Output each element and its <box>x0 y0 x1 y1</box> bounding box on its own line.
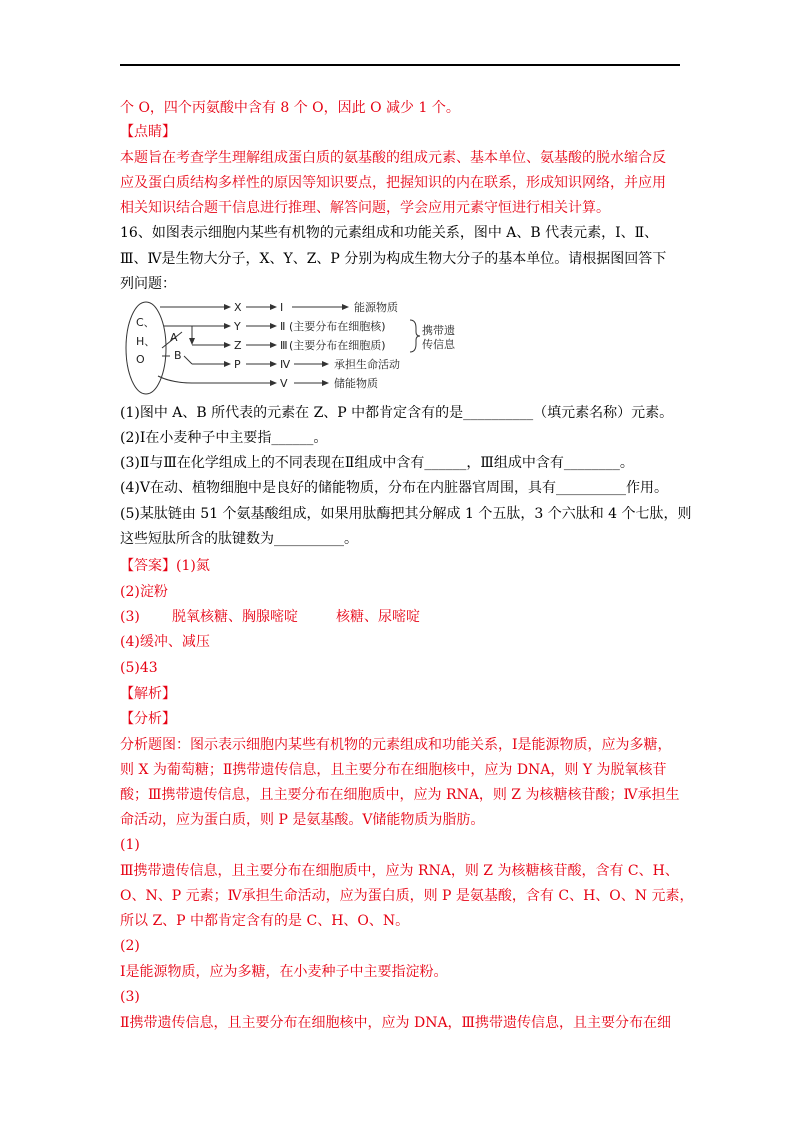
analysis-line: 分析题图：图示表示细胞内某些有机物的元素组成和功能关系，Ⅰ是能源物质，应为多糖， <box>120 737 672 753</box>
text-line: 应及蛋白质结构多样性的原因等知识要点，把握知识的内在联系，形成知识网络，并应用 <box>120 175 666 191</box>
answer-3 <box>120 607 420 627</box>
text-line: 个 O，四个丙氨酸中含有 8 个 O，因此 O 减少 1 个。 <box>120 100 460 116</box>
section-heading-jiexi: 【解析】 <box>120 686 176 702</box>
section-heading-fenxi: 【分析】 <box>120 711 176 727</box>
answer-3-b: 核糖、尿嘧啶 <box>336 609 420 625</box>
node-t5: 储能物质 <box>334 377 378 390</box>
question-text: 列问题： <box>120 276 176 292</box>
element-label: H、 <box>136 335 156 348</box>
analysis-line: O、N、P 元素；Ⅳ承担生命活动，应为蛋白质，则 P 是氨基酸，含有 C、H、O、N 元素， <box>120 888 694 904</box>
section-heading-dianjing: 【点睛】 <box>120 124 176 140</box>
node-t2: (主要分布在细胞核) <box>289 320 386 333</box>
brace-label: 传信息 <box>422 338 455 351</box>
node-r4: Ⅳ <box>280 358 291 371</box>
node-t4: 承担生命活动 <box>334 358 400 371</box>
node-z: Z <box>234 339 242 352</box>
node-p: P <box>234 358 241 371</box>
answer-3-number: (3) <box>120 609 140 625</box>
brace-label: 携带遗 <box>422 324 455 337</box>
element-label: C、 <box>136 316 155 329</box>
question-text: Ⅲ、Ⅳ是生物大分子，X、Y、Z、P 分别为构成生物大分子的基本单位。请根据图回答下 <box>120 251 667 267</box>
node-r3: Ⅲ <box>280 339 288 352</box>
analysis-line: 则 X 为葡萄糖；Ⅱ携带遗传信息，且主要分布在细胞核中，应为 DNA，则 Y 为脱氧核苷 <box>120 762 667 778</box>
text-line: 相关知识结合题干信息进行推理、解答问题，学会应用元素守恒进行相关计算。 <box>120 200 610 216</box>
answer-4: (4)缓冲、减压 <box>120 634 210 650</box>
sub-question: (5)某肽链由 51 个氨基酸组成，如果用肽酶把其分解成 1 个五肽，3 个六肽和 4 个七肽，则 <box>120 506 692 522</box>
analysis-part-number: (2) <box>120 938 140 954</box>
text-line: 本题旨在考查学生理解组成蛋白质的氨基酸的组成元素、基本单位、氨基酸的脱水缩合反 <box>120 150 666 166</box>
sub-question: (3)Ⅱ与Ⅲ在化学组成上的不同表现在Ⅱ组成中含有______，Ⅲ组成中含有________。 <box>120 455 634 471</box>
analysis-line: 所以 Z、P 中都肯定含有的是 C、H、O、N。 <box>120 913 410 929</box>
answer-2: (2)淀粉 <box>120 584 168 600</box>
answer-3-a: 脱氧核糖、胸腺嘧啶 <box>172 609 298 625</box>
sub-question: 这些短肽所含的肽键数为__________。 <box>120 531 358 547</box>
analysis-line: Ⅰ是能源物质，应为多糖，在小麦种子中主要指淀粉。 <box>120 964 448 980</box>
answer-5: (5)43 <box>120 660 158 676</box>
element-a: A <box>170 331 178 344</box>
analysis-part-number: (3) <box>120 989 140 1005</box>
analysis-line: 命活动，应为蛋白质，则 P 是氨基酸。Ⅴ储能物质为脂肪。 <box>120 812 485 828</box>
analysis-line: Ⅲ携带遗传信息，且主要分布在细胞质中，应为 RNA，则 Z 为核糖核苷酸，含有 C、H、 <box>120 863 679 879</box>
answer-label: 【答案】 <box>120 558 176 574</box>
sub-question: (4)Ⅴ在动、植物细胞中是良好的储能物质，分布在内脏器官周围，具有__________作用。 <box>120 480 668 496</box>
node-y: Y <box>234 320 241 333</box>
node-t1: 能源物质 <box>354 301 398 314</box>
node-r5: Ⅴ <box>280 377 288 390</box>
question-text: 16、如图表示细胞内某些有机物的元素组成和功能关系，图中 A、B 代表元素，Ⅰ、Ⅱ、 <box>120 225 659 241</box>
answer-1: (1)氮 <box>176 558 210 574</box>
analysis-line: 酸；Ⅲ携带遗传信息，且主要分布在细胞质中，应为 RNA，则 Z 为核糖核苷酸；Ⅳ承担生 <box>120 787 680 803</box>
analysis-part-number: (1) <box>120 837 140 853</box>
analysis-line: Ⅱ携带遗传信息，且主要分布在细胞核中，应为 DNA，Ⅲ携带遗传信息，且主要分布在细 <box>120 1015 672 1031</box>
element-b: B <box>174 349 182 362</box>
node-r2: Ⅱ <box>280 320 286 333</box>
node-r1: Ⅰ <box>280 301 284 314</box>
node-x: X <box>234 301 242 314</box>
sub-question: (1)图中 A、B 所代表的元素在 Z、P 中都肯定含有的是__________（填元素名称）元素。 <box>120 405 674 421</box>
element-label: O <box>136 353 145 366</box>
answer-line <box>120 556 210 576</box>
node-t3: (主要分布在细胞质) <box>289 339 386 352</box>
element-function-diagram <box>122 296 482 396</box>
header-rule <box>120 64 680 66</box>
sub-question: (2)Ⅰ在小麦种子中主要指______。 <box>120 430 328 446</box>
